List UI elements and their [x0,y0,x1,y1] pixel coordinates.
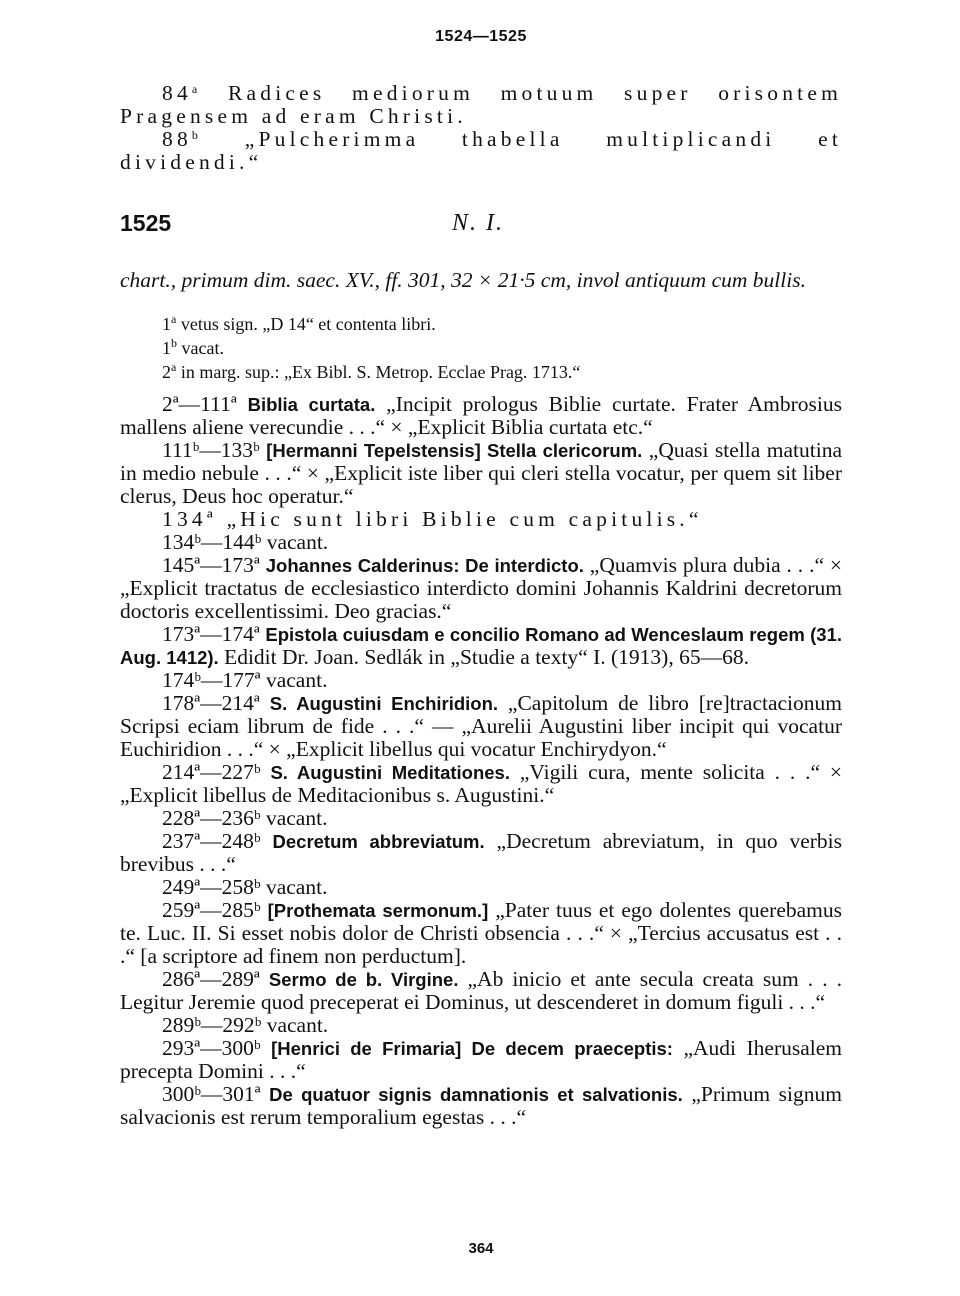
work-title: S. Augustini Enchiridion. [269,693,499,714]
shelfmark: N. I. [452,210,504,236]
folio-number: 84 [162,81,192,105]
contents-entry [120,554,842,623]
contents-entry [120,968,842,1014]
contents-list [120,393,842,1129]
folio-range: 228ª—236ᵇ [162,806,261,830]
folio-range: 173ª—174ª [162,622,260,646]
work-text: „Decretum abreviatum, in quo verbis brevibus . . .“ [120,829,843,876]
folio-range: 111ᵇ—133ᵇ [162,438,260,462]
contents-entry [120,531,842,554]
contents-entry [120,761,842,807]
work-title: [Henrici de Frimaria] De decem praeceptis: [271,1038,673,1059]
preliminary-notes [120,314,842,383]
contents-entry [120,876,842,899]
contents-entry [120,1014,842,1037]
preliminary-note [120,362,842,383]
folio-range: 134ª [162,507,217,531]
folio-number: 1 [162,314,171,334]
work-title: S. Augustini Meditationes. [270,762,510,783]
folio-range: 286ª—289ª [162,967,260,991]
work-text: vacant. [265,668,328,692]
folio-range: 237ª—248ᵇ [162,829,261,853]
folio-range: 289ᵇ—292ᵇ [162,1013,262,1037]
preliminary-note [120,338,842,359]
contents-entry [120,830,842,876]
entry-text: Radices mediorum motuum super orisontem Pragensem ad eram Christi. [120,81,842,128]
folio-side: b [191,128,203,142]
contents-entry [120,899,842,968]
folio-range: 214ª—227ᵇ [162,760,261,784]
prev-entry-line-1 [120,82,842,128]
entry-text: „Pulcherimma thabella multiplicandi et dividendi.“ [120,127,842,174]
folio-range: 178ª—214ª [162,691,260,715]
running-head: 1524—1525 [435,28,527,45]
note-text: in marg. sup.: „Ex Bibl. S. Metrop. Ecclae Prag. 1713.“ [176,362,581,382]
work-title: Epistola cuiusdam e concilio Romano ad Wenceslaum regem (31. Aug. 1412). [120,624,842,668]
physical-description: chart., primum dim. saec. XV., ff. 301, 32 × 21·5 cm, invol antiquum cum bullis. [120,268,806,292]
folio-number: 88 [162,127,192,151]
work-text: vacant. [266,530,329,554]
contents-entry [120,692,842,761]
folio-side: a [171,360,177,374]
contents-entry [120,1037,842,1083]
work-text: „Quasi stella matutina in medio nebule . . .“ × „Explicit iste liber qui cleri stella vocatur, per quem sit liber clerus, Deus hoc operatur.“ [120,438,842,508]
folio-range: 145ª—173ª [162,553,260,577]
note-text: vacat. [177,338,224,358]
prev-entry-line-2 [120,128,842,174]
work-text: „Quamvis plura dubia . . .“ × „Explicit tractatus de ecclesiastico interdicto domini Johannis Kaldrini decretorum doctoris excellentissimi. Deo gracias.“ [120,553,842,623]
work-text: vacant. [265,806,328,830]
work-title: [Hermanni Tepelstensis] Stella clericorum. [266,440,643,461]
contents-entry [120,1083,842,1129]
contents-entry [120,393,842,439]
work-title: Biblia curtata. [247,394,376,415]
work-title: Decretum abbreviatum. [272,831,485,852]
folio-range: 259ª—285ᵇ [162,898,261,922]
work-title: De quatuor signis damnationis et salvationis. [269,1084,683,1105]
manuscript-heading [120,210,842,250]
contents-entry [120,669,842,692]
folio-range: 2ª—111ª [162,392,237,416]
preliminary-note [120,314,842,335]
folio-range: 134ᵇ—144ᵇ [162,530,262,554]
note-text: vetus sign. „D 14“ et contenta libri. [176,314,436,334]
contents-entry [120,439,842,508]
work-title: Sermo de b. Virgine. [268,969,459,990]
work-text: Edidit Dr. Joan. Sedlák in „Studie a texty“ I. (1913), 65—68. [218,645,749,669]
page-number: 364 [468,1240,494,1257]
folio-range: 249ª—258ᵇ [162,875,261,899]
folio-range: 293ª—300ᵇ [162,1036,261,1060]
work-text: „Hic sunt libri Biblie cum capitulis.“ [226,507,703,531]
folio-range: 174ᵇ—177ª [162,668,261,692]
work-text: „Capitolum de libro [re]tractacionum Scripsi eciam librum de fide . . .“ — „Aurelii Augustini liber incipit qui vocatur Euchiridion . . .“ × „Explicit libellus qui vocatur Enchirydyon.“ [120,691,843,761]
work-text: vacant. [265,875,328,899]
work-text: „Audi Iherusalem precepta Domini . . .“ [120,1036,842,1083]
folio-side: b [171,336,177,350]
folio-side: a [191,82,202,96]
manuscript-number: 1525 [120,210,172,236]
work-text: „Ab inicio et ante secula creata sum . . . Legitur Jeremie quod preceperat ei Dominus, ut descenderet in domum figuli . . .“ [120,967,842,1014]
work-text: „Vigili cura, mente solicita . . .“ × „Explicit libellus de Meditacionibus s. Augustini.“ [120,760,843,807]
folio-number: 1 [162,338,171,358]
work-text: „Primum signum salvacionis est rerum temporalium egestas . . .“ [120,1082,842,1129]
work-title: [Prothemata sermonum.] [267,900,489,921]
contents-entry [120,508,842,531]
work-text: „Pater tuus et ego dolentes querebamus te. Luc. II. Si esset nobis dolor de Christi obsencia . . .“ × „Tercius accusatus est . . .“ [a scriptore ad finem non perductum]. [120,898,842,968]
work-text: vacant. [266,1013,329,1037]
work-text: „Incipit prologus Biblie curtate. Frater Ambrosius mallens aliene verecundie . . .“ × „Explicit Biblia curtata etc.“ [120,392,842,439]
folio-range: 300ᵇ—301ª [162,1082,261,1106]
folio-side: a [171,312,177,326]
page [120,28,843,1257]
folio-number: 2 [162,362,171,382]
work-title: Johannes Calderinus: De interdicto. [265,555,584,576]
contents-entry [120,807,842,830]
contents-entry [120,623,842,669]
